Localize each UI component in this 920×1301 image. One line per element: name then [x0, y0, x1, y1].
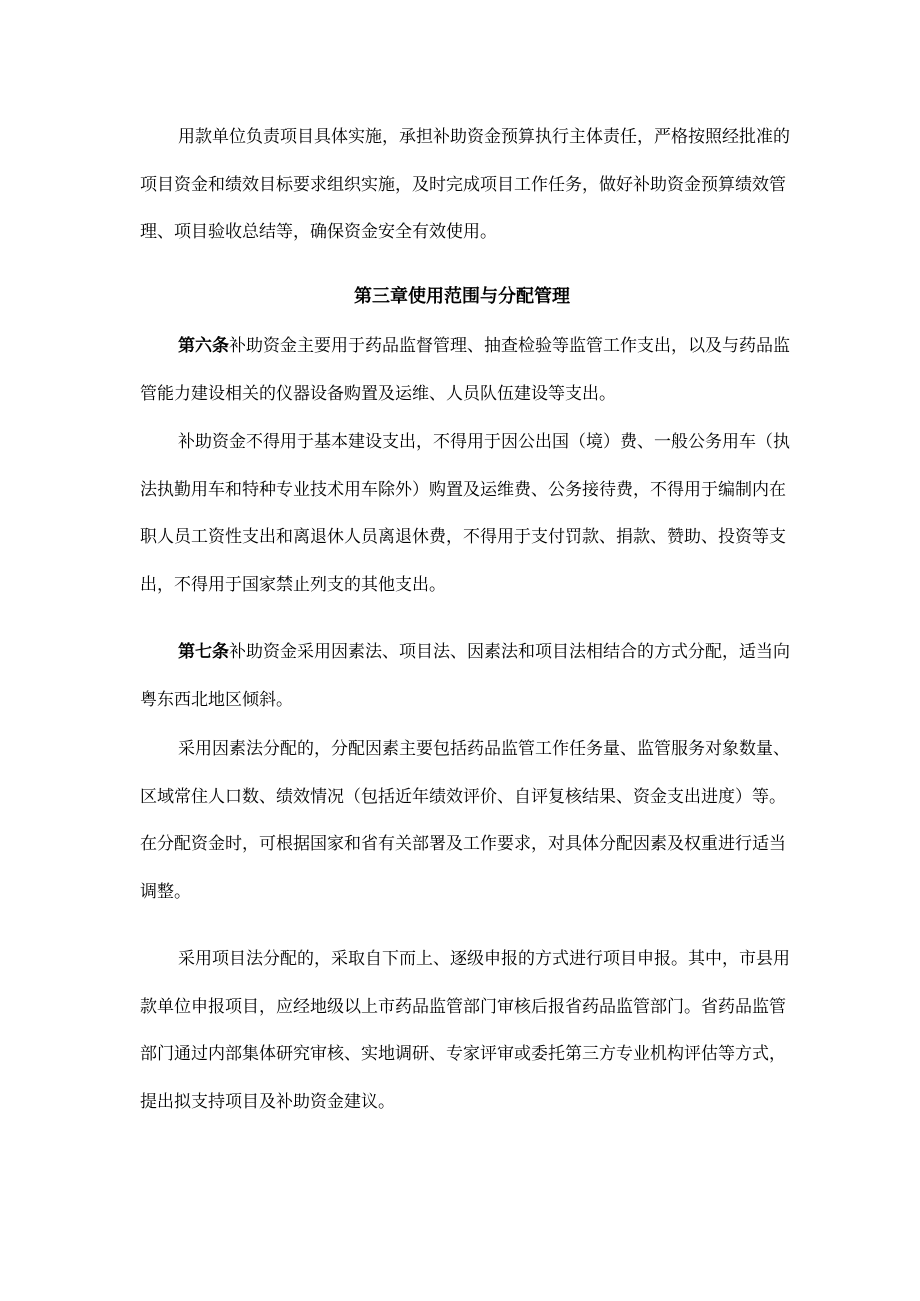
paragraph-article6: [140, 322, 790, 417]
text-line: 提出拟支持项目及补助资金建议。: [140, 1091, 395, 1111]
text-line: 区域常住人口数、绩效情况（包括近年绩效评价、自评复核结果、资金支出进度）等。: [140, 786, 786, 806]
document-body: [140, 0, 790, 1125]
text-line: 采用因素法分配的，分配因素主要包括药品监管工作任务量、监管服务对象数量、: [178, 739, 790, 758]
chapter-heading: 第三章使用范围与分配管理: [354, 285, 570, 306]
text-line: 用款单位负责项目具体实施，承担补助资金预算执行主体责任，严格按照经批准的: [178, 127, 790, 146]
text-line: 粤东西北地区倾斜。: [140, 689, 293, 709]
paragraph-factor-method: [140, 725, 790, 915]
text-line: 项目资金和绩效目标要求组织实施，及时完成项目工作任务，做好补助资金预算绩效管: [140, 174, 786, 194]
paragraph-project-method: [140, 935, 790, 1125]
paragraph-responsibility: [140, 113, 790, 256]
text-line: 部门通过内部集体研究审核、实地调研、专家评审或委托第三方专业机构评估等方式，: [140, 1044, 786, 1063]
text-line: 职人员工资性支出和离退休人员离退休费，不得用于支付罚款、捐款、赞助、投资等支: [140, 527, 786, 546]
paragraph-article7: [140, 628, 790, 723]
text-line: 调整。: [140, 881, 191, 901]
text-line: 出，不得用于国家禁止列支的其他支出。: [140, 574, 446, 594]
paragraph-prohibited-uses: [140, 418, 790, 608]
text-line: 采用项目法分配的，采取自下而上、逐级申报的方式进行项目申报。其中，市县用: [178, 949, 790, 968]
text-line: 款单位申报项目，应经地级以上市药品监管部门审核后报省药品监管部门。省药品监管: [140, 996, 786, 1016]
text-line: 管能力建设相关的仪器设备购置及运维、人员队伍建设等支出。: [140, 383, 616, 403]
text-line: [140, 628, 790, 676]
text-line: [140, 322, 790, 370]
text-line: 补助资金不得用于基本建设支出，不得用于因公出国（境）费、一般公务用车（执: [178, 432, 790, 451]
article-text: 补助资金采用因素法、项目法、因素法和项目法相结合的方式分配，适当向: [229, 642, 790, 661]
article-number-label: 第七条: [178, 642, 229, 661]
article-number-label: 第六条: [178, 336, 229, 355]
text-line: 在分配资金时，可根据国家和省有关部署及工作要求，对具体分配因素及权重进行适当: [140, 834, 786, 853]
text-line: 理、项目验收总结等，确保资金安全有效使用。: [140, 222, 497, 241]
text-line: 法执勤用车和特种专业技术用车除外）购置及运维费、公务接待费，不得用于编制内在: [140, 479, 786, 499]
article-text: 补助资金主要用于药品监督管理、抽查检验等监管工作支出，以及与药品监: [229, 336, 790, 355]
